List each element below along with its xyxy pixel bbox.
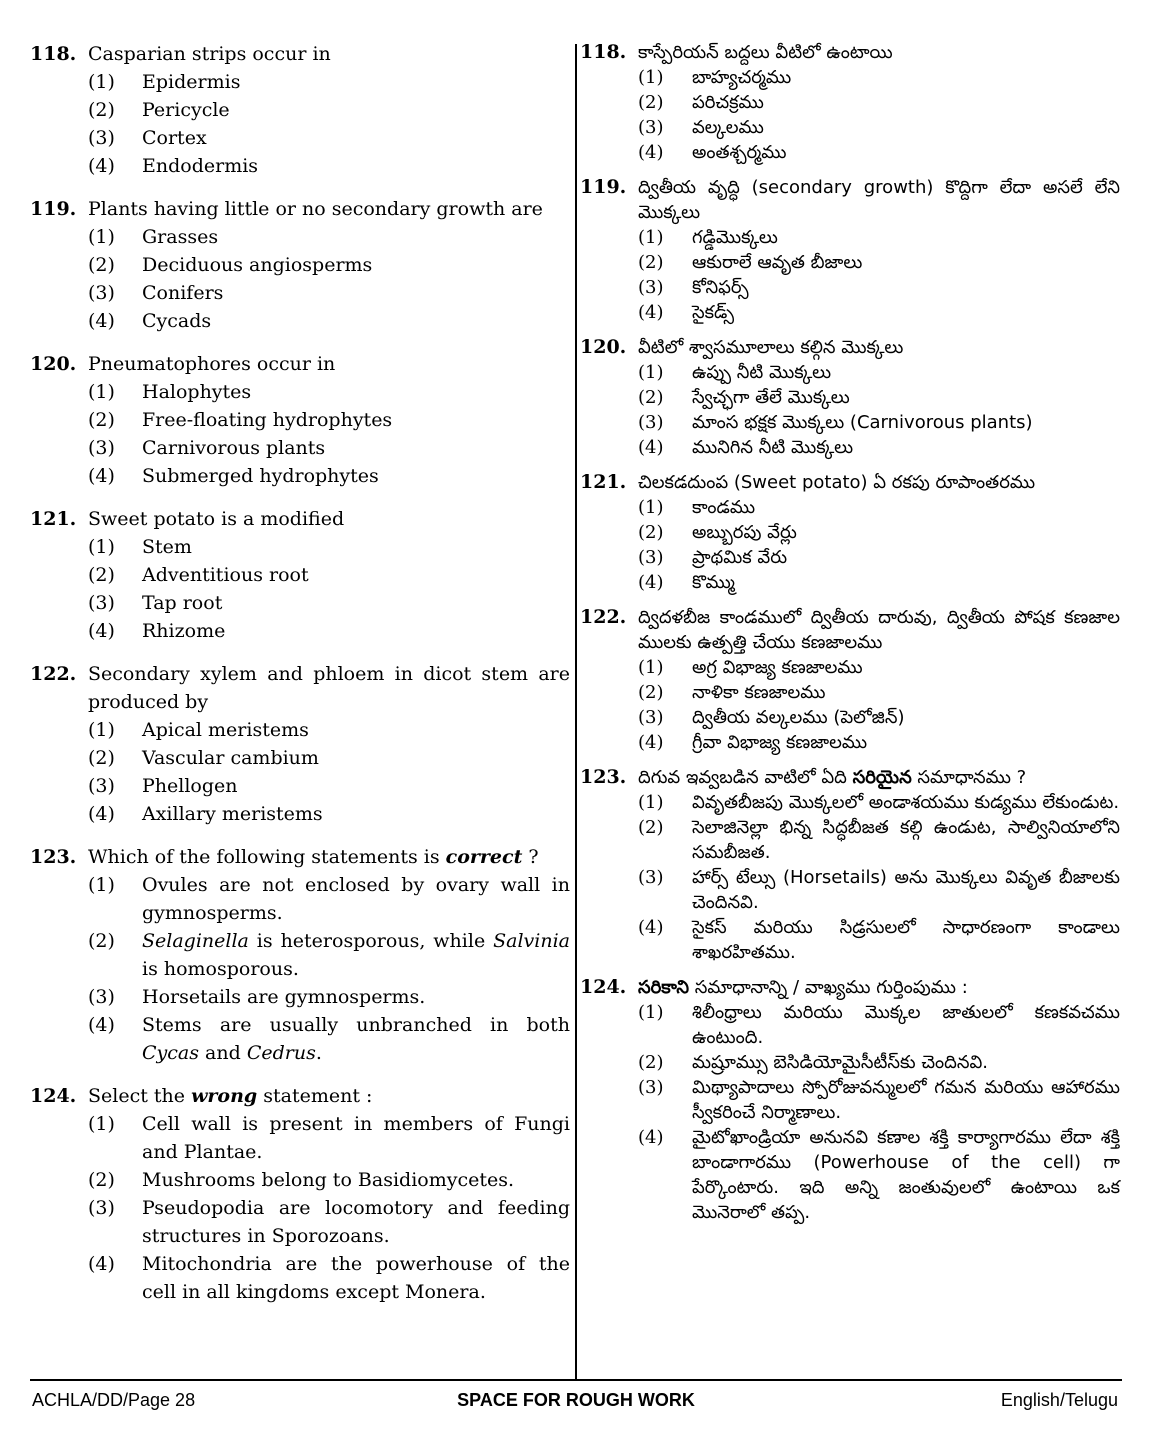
question — [30, 350, 570, 490]
telugu-column — [580, 40, 1120, 1235]
option-item — [638, 65, 1120, 90]
option-list — [638, 225, 1120, 325]
option-text: ఆకురాలే ఆవృత బీజాలు — [692, 252, 863, 273]
option-text: Axillary meristems — [142, 803, 323, 825]
option-item — [638, 815, 1120, 865]
option-item — [638, 570, 1120, 595]
question-number: 124. — [30, 1085, 77, 1107]
option-number: (3) — [88, 1197, 115, 1219]
question — [580, 335, 1120, 460]
option-item — [88, 1166, 570, 1194]
option-item — [88, 96, 570, 124]
column-divider — [575, 44, 577, 1379]
question — [580, 605, 1120, 755]
option-number: (2) — [88, 930, 115, 952]
option-list — [638, 790, 1120, 965]
question-text: ద్విదళబీజ కాండములో ద్వితీయ దారువు, ద్వితీయ పోషక కణజాల ములకు ఉత్పత్తి చేయు కణజాలము — [638, 607, 1120, 653]
option-item — [638, 680, 1120, 705]
question — [30, 40, 570, 180]
question-text: Plants having little or no secondary growth are — [88, 198, 543, 220]
option-list — [88, 378, 570, 490]
option-number: (2) — [88, 1169, 115, 1191]
option-number: (3) — [638, 1077, 664, 1098]
option-item — [638, 250, 1120, 275]
option-text: Halophytes — [142, 381, 252, 403]
option-text: మైటోఖాండ్రియా అనునవి కణాల శక్తి కార్యాగారము లేదా శక్తి బాండాగారము (Powerhouse of the cell) గా పేర్కొంటారు. ఇది అన్ని జంతువులలో ఉంటాయి ఒక మొనెరాలో తప్ప. — [692, 1127, 1120, 1223]
option-number: (2) — [88, 254, 115, 276]
option-text: Free-floating hydrophytes — [142, 409, 393, 431]
question-header — [30, 195, 570, 223]
option-item — [88, 1250, 570, 1306]
question-header — [580, 335, 1120, 360]
option-number: (3) — [638, 707, 664, 728]
question-number: 123. — [30, 846, 77, 868]
option-item — [638, 495, 1120, 520]
option-item — [638, 275, 1120, 300]
option-text: Pericycle — [142, 99, 230, 121]
question-text: దిగువ ఇవ్వబడిన వాటిలో ఏది సరియైన సమాధానము ? — [638, 767, 1027, 788]
option-text: సెలాజినెల్లా భిన్న సిద్ధబీజత కల్గి ఉండుట, సాల్వినియాలోని సమబీజత. — [692, 817, 1120, 863]
option-text: సైకస్ మరియు సిడ్రసులలో సాధారణంగా కాండాలు శాఖరహితము. — [692, 917, 1120, 963]
option-list — [88, 1110, 570, 1306]
question — [580, 40, 1120, 165]
option-text: Pseudopodia are locomotory and feeding structures in Sporozoans. — [142, 1197, 570, 1247]
question — [30, 1082, 570, 1306]
question-number: 122. — [30, 663, 77, 685]
option-list — [88, 223, 570, 335]
option-number: (1) — [88, 874, 115, 896]
option-item — [88, 462, 570, 490]
question-header — [580, 40, 1120, 65]
question-text: Which of the following statements is correct ? — [88, 846, 539, 868]
option-text: అంతశ్చర్మము — [692, 142, 787, 163]
option-number: (1) — [638, 497, 664, 518]
option-list — [88, 533, 570, 645]
question-header — [30, 40, 570, 68]
question-number: 123. — [580, 766, 627, 788]
option-number: (1) — [88, 71, 115, 93]
option-text: హార్స్ టేల్సు (Horsetails) అను మొక్కలు వివృత బీజాలకు చెందినవి. — [692, 867, 1120, 913]
option-text: గ్రీవా విభాజ్య కణజాలము — [692, 732, 868, 753]
option-number: (4) — [88, 465, 115, 487]
option-item — [88, 223, 570, 251]
option-item — [638, 300, 1120, 325]
question-text: Select the wrong statement : — [88, 1085, 373, 1107]
option-number: (3) — [88, 775, 115, 797]
option-text: Submerged hydrophytes — [142, 465, 379, 487]
option-item — [638, 730, 1120, 755]
option-number: (1) — [638, 67, 664, 88]
option-item — [88, 589, 570, 617]
option-item — [638, 435, 1120, 460]
option-item — [88, 152, 570, 180]
option-text: స్వేచ్ఛగా తేలే మొక్కలు — [692, 387, 850, 408]
option-number: (4) — [88, 620, 115, 642]
option-item — [88, 124, 570, 152]
option-text: మిథ్యాపాదాలు స్పోరోజువన్ములలో గమన మరియు ఆహారము స్వీకరించే నిర్మాణాలు. — [692, 1077, 1120, 1123]
option-number: (1) — [638, 1002, 664, 1023]
option-item — [638, 90, 1120, 115]
option-text: కోనిఫర్స్ — [692, 277, 749, 298]
option-text: శిలీంధ్రాలు మరియు మొక్కల జాతులలో కణకవచము ఉంటుంది. — [692, 1002, 1120, 1048]
option-item — [88, 378, 570, 406]
option-number: (3) — [638, 547, 664, 568]
option-number: (3) — [88, 592, 115, 614]
option-text: Phellogen — [142, 775, 238, 797]
option-number: (4) — [88, 1253, 115, 1275]
option-number: (3) — [638, 867, 664, 888]
page-label: ACHLA/DD/Page 28 — [32, 1390, 196, 1410]
option-number: (1) — [88, 536, 115, 558]
option-text: నాళికా కణజాలము — [692, 682, 826, 703]
option-number: (4) — [88, 155, 115, 177]
option-item — [88, 716, 570, 744]
question-number: 119. — [580, 176, 627, 198]
option-item — [638, 705, 1120, 730]
option-number: (2) — [638, 817, 664, 838]
option-text: Endodermis — [142, 155, 259, 177]
question-header — [30, 660, 570, 716]
option-text: Epidermis — [142, 71, 241, 93]
question-text: సరికాని సమాధానాన్ని / వాఖ్యము గుర్తింపుము : — [638, 977, 968, 998]
option-item — [638, 865, 1120, 915]
option-item — [638, 385, 1120, 410]
option-text: కొమ్ము — [692, 572, 735, 593]
question — [30, 195, 570, 335]
option-number: (4) — [638, 917, 664, 938]
option-text: ఉప్పు నీటి మొక్కలు — [692, 362, 832, 383]
option-item — [638, 360, 1120, 385]
option-number: (3) — [88, 986, 115, 1008]
option-item — [638, 655, 1120, 680]
option-text: Horsetails are gymnosperms. — [142, 986, 426, 1008]
option-number: (3) — [88, 127, 115, 149]
option-number: (2) — [638, 92, 664, 113]
option-number: (4) — [638, 572, 664, 593]
option-item — [88, 617, 570, 645]
question-text: Casparian strips occur in — [88, 43, 331, 65]
option-text: Tap root — [142, 592, 223, 614]
option-text: Cycads — [142, 310, 212, 332]
option-number: (1) — [88, 1113, 115, 1135]
option-text: వివృతబీజపు మొక్కలలో అండాశయము కుడ్యము లేకుండుట. — [692, 792, 1120, 813]
question-text: Secondary xylem and phloem in dicot stem are produced by — [88, 663, 570, 713]
question-number: 124. — [580, 976, 627, 998]
option-item — [88, 1011, 570, 1067]
question-text: కాస్పేరియన్ బద్దలు వీటిలో ఉంటాయి — [638, 42, 893, 63]
option-item — [88, 307, 570, 335]
option-text: Stem — [142, 536, 192, 558]
option-list — [638, 495, 1120, 595]
option-item — [88, 744, 570, 772]
option-item — [638, 115, 1120, 140]
question-number: 120. — [580, 336, 627, 358]
question-text: ద్వితీయ వృద్ధి (secondary growth) కొద్దిగా లేదా అసలే లేని మొక్కలు — [638, 177, 1120, 223]
footer-rule — [30, 1379, 1122, 1381]
option-text: వల్కలము — [692, 117, 764, 138]
option-text: Rhizome — [142, 620, 226, 642]
option-list — [638, 65, 1120, 165]
option-text: Cell wall is present in members of Fungi and Plantae. — [142, 1113, 570, 1163]
option-text: Vascular cambium — [142, 747, 319, 769]
question-number: 118. — [580, 41, 627, 63]
option-item — [638, 1050, 1120, 1075]
question-header — [30, 1082, 570, 1110]
option-number: (2) — [88, 99, 115, 121]
option-text: పరిచక్రము — [692, 92, 764, 113]
language-label: English/Telugu — [1000, 1390, 1118, 1410]
option-number: (1) — [88, 381, 115, 403]
question-number: 121. — [30, 508, 77, 530]
option-text: కాండము — [692, 497, 756, 518]
question — [580, 470, 1120, 595]
question-number: 119. — [30, 198, 77, 220]
option-item — [88, 279, 570, 307]
option-text: Mushrooms belong to Basidiomycetes. — [142, 1169, 515, 1191]
option-item — [88, 1194, 570, 1250]
option-list — [88, 871, 570, 1067]
option-text: Grasses — [142, 226, 219, 248]
option-item — [638, 915, 1120, 965]
question-text: చిలకడదుంప (Sweet potato) ఏ రకపు రూపాంతరము — [638, 472, 1036, 493]
option-text: Deciduous angiosperms — [142, 254, 373, 276]
option-item — [88, 772, 570, 800]
option-number: (3) — [638, 277, 664, 298]
option-number: (1) — [638, 227, 664, 248]
option-text: బాహ్యచర్మము — [692, 67, 792, 88]
option-text: అగ్ర విభాజ్య కణజాలము — [692, 657, 863, 678]
question-header — [30, 505, 570, 533]
option-item — [88, 1110, 570, 1166]
option-text: Adventitious root — [142, 564, 309, 586]
option-number: (3) — [88, 437, 115, 459]
option-item — [638, 140, 1120, 165]
option-item — [638, 790, 1120, 815]
option-number: (2) — [638, 682, 664, 703]
option-text: ప్రాథమిక వేరు — [692, 547, 788, 568]
option-number: (1) — [638, 657, 664, 678]
option-number: (4) — [88, 310, 115, 332]
option-item — [88, 251, 570, 279]
option-text: Selaginella is heterosporous, while Salvinia is homosporous. — [142, 930, 570, 980]
option-text: మాంస భక్షక మొక్కలు (Carnivorous plants) — [692, 412, 1033, 433]
option-number: (3) — [638, 117, 664, 138]
option-number: (4) — [638, 1127, 664, 1148]
option-number: (4) — [88, 803, 115, 825]
option-text: గడ్డిమొక్కలు — [692, 227, 778, 248]
option-number: (2) — [88, 409, 115, 431]
question-header — [580, 605, 1120, 655]
option-text: అబ్బురపు వేర్లు — [692, 522, 797, 543]
option-number: (4) — [88, 1014, 115, 1036]
question — [580, 975, 1120, 1225]
question — [580, 175, 1120, 325]
option-number: (2) — [638, 252, 664, 273]
option-number: (2) — [638, 522, 664, 543]
question-header — [30, 843, 570, 871]
question — [580, 765, 1120, 965]
option-item — [638, 520, 1120, 545]
option-list — [88, 68, 570, 180]
option-number: (2) — [88, 564, 115, 586]
question-number: 118. — [30, 43, 77, 65]
option-text: Mitochondria are the powerhouse of the cell in all kingdoms except Monera. — [142, 1253, 570, 1303]
english-column — [30, 40, 570, 1321]
option-list — [638, 655, 1120, 755]
option-number: (1) — [88, 226, 115, 248]
question-number: 121. — [580, 471, 627, 493]
question-text: Sweet potato is a modified — [88, 508, 345, 530]
option-text: Apical meristems — [142, 719, 309, 741]
option-text: Cortex — [142, 127, 207, 149]
option-number: (3) — [638, 412, 664, 433]
option-item — [638, 1125, 1120, 1225]
option-text: Stems are usually unbranched in both Cycas and Cedrus. — [142, 1014, 570, 1064]
option-number: (4) — [638, 437, 664, 458]
option-number: (4) — [638, 732, 664, 753]
option-item — [88, 434, 570, 462]
option-text: Conifers — [142, 282, 224, 304]
option-text: Carnivorous plants — [142, 437, 326, 459]
option-list — [88, 716, 570, 828]
option-number: (1) — [88, 719, 115, 741]
option-number: (2) — [638, 387, 664, 408]
option-item — [638, 1075, 1120, 1125]
rough-work-label: SPACE FOR ROUGH WORK — [457, 1390, 695, 1410]
option-number: (4) — [638, 302, 664, 323]
option-item — [88, 800, 570, 828]
option-item — [638, 545, 1120, 570]
option-list — [638, 360, 1120, 460]
question-header — [580, 765, 1120, 790]
option-number: (1) — [638, 792, 664, 813]
option-item — [638, 410, 1120, 435]
question-text: వీటిలో శ్వాసమూలాలు కల్గిన మొక్కలు — [638, 337, 904, 358]
option-item — [88, 927, 570, 983]
option-item — [88, 68, 570, 96]
option-list — [638, 1000, 1120, 1225]
option-number: (2) — [638, 1052, 664, 1073]
option-item — [88, 561, 570, 589]
question-header — [580, 470, 1120, 495]
option-item — [638, 225, 1120, 250]
option-number: (3) — [88, 282, 115, 304]
option-item — [88, 871, 570, 927]
question-header — [580, 975, 1120, 1000]
option-item — [638, 1000, 1120, 1050]
option-text: ద్వితీయ వల్కలము (పెలోజిన్) — [692, 707, 905, 728]
option-text: మునిగిన నీటి మొక్కలు — [692, 437, 854, 458]
option-item — [88, 983, 570, 1011]
question — [30, 660, 570, 828]
question-number: 122. — [580, 606, 627, 628]
option-text: Ovules are not enclosed by ovary wall in gymnosperms. — [142, 874, 570, 924]
option-number: (2) — [88, 747, 115, 769]
option-text: సైకడ్స్ — [692, 302, 735, 323]
option-item — [88, 533, 570, 561]
option-number: (1) — [638, 362, 664, 383]
option-number: (4) — [638, 142, 664, 163]
question-header — [580, 175, 1120, 225]
question-text: Pneumatophores occur in — [88, 353, 336, 375]
option-item — [88, 406, 570, 434]
question-number: 120. — [30, 353, 77, 375]
question — [30, 843, 570, 1067]
option-text: మష్రూమ్సు బెసిడియోమైసీటీస్‌కు చెందినవి. — [692, 1052, 989, 1073]
question-header — [30, 350, 570, 378]
question — [30, 505, 570, 645]
